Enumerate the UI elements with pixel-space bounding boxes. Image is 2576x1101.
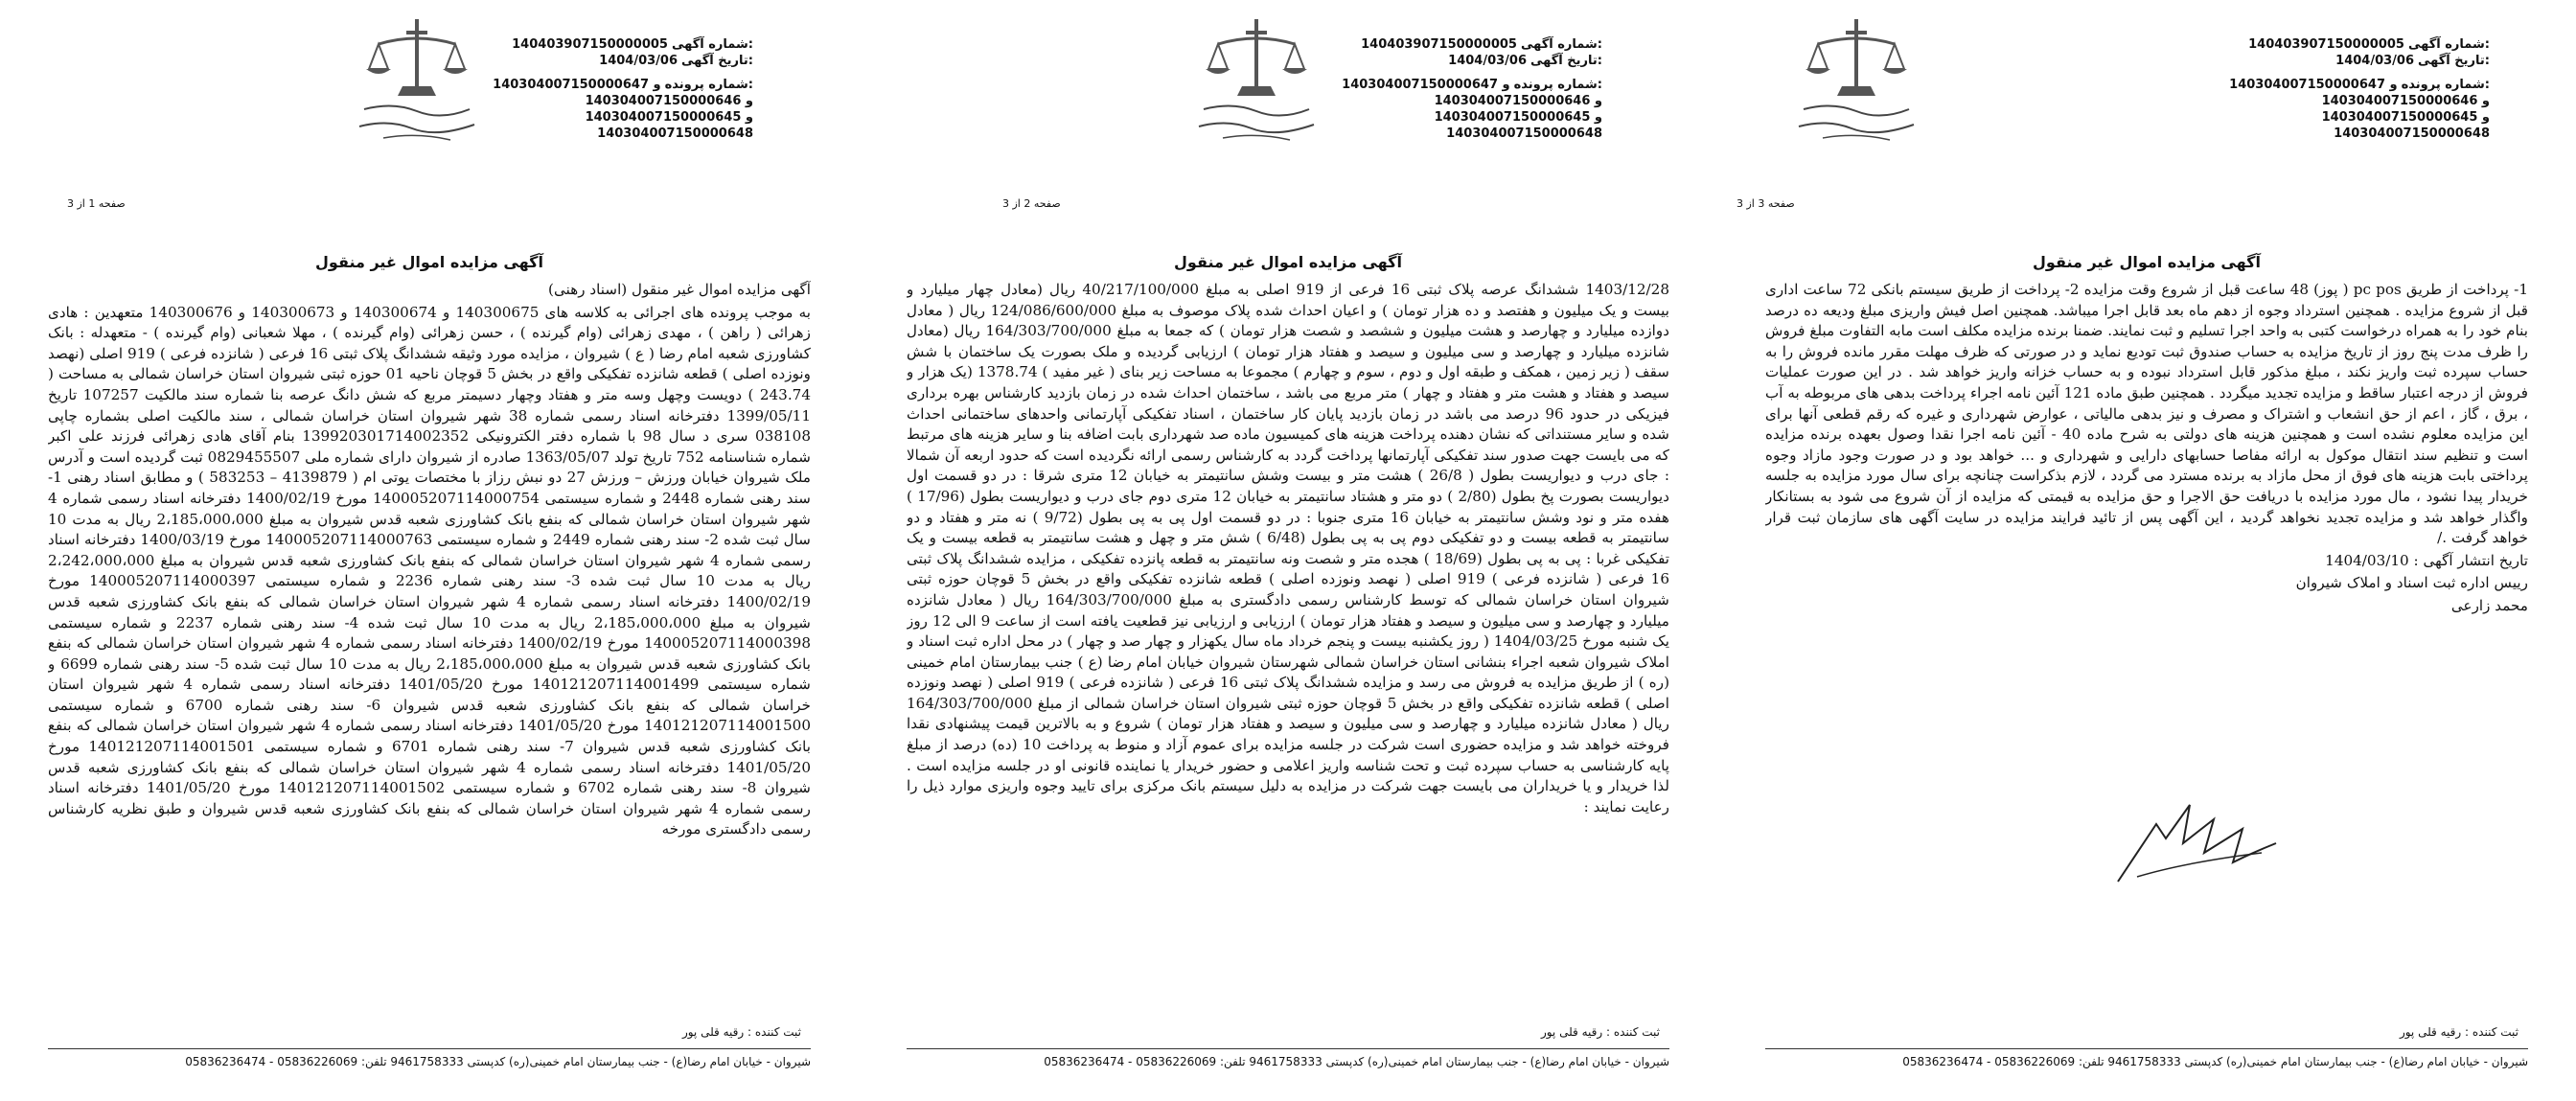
file-number: 140304007150000648 bbox=[2334, 126, 2490, 141]
ad-date: 1404/03/06 bbox=[2335, 54, 2415, 68]
registrar-name: رقیه قلی پور bbox=[681, 1025, 745, 1039]
registrar-label: ثبت کننده : bbox=[748, 1025, 801, 1039]
file-number: 140304007150000645 و bbox=[2321, 110, 2490, 125]
registrar-name: رقیه قلی پور bbox=[2399, 1025, 2462, 1039]
page-1 bbox=[1717, 0, 2576, 1101]
header-info bbox=[2229, 36, 2490, 142]
page-number: صفحه 3 از 3 bbox=[1736, 197, 1795, 210]
registrar bbox=[682, 1025, 801, 1039]
page-number: صفحه 2 از 3 bbox=[1002, 197, 1061, 210]
ad-number: 140403907150000005 bbox=[2248, 37, 2404, 52]
file-number-label: شماره پرونده: bbox=[664, 78, 753, 92]
ad-body bbox=[907, 280, 1669, 951]
ad-date-label: تاریخ آگهی: bbox=[681, 54, 753, 68]
signatory-title: رییس اداره ثبت اسناد و املاک شیروان bbox=[2295, 574, 2528, 592]
file-number-label: شماره پرونده: bbox=[2401, 78, 2490, 92]
paragraph: به موجب پرونده های اجرائی به کلاسه های 140300675 و 140300674 و 140300673 و 140300676 متعهدین : هادی زهرائی ( راهن ) ، مهدی زهرائی (وام گیرنده ) ، حسن زهرائی (وام گیرنده ) ، مهلا شعبانی (وام گیرنده ) - متعهدله : بانک کشاورزی شعبه امام رضا ( ع ) شیروان ، مزایده مورد وثیقه ششدانگ پلاک ثبتی 16 فرعی ( شانزده فرعی ) 919 اصلی (نهصد ونوزده اصلی ) قطعه شانزده تفکیکی واقع در بخش 5 قوچان ناحیه 01 حوزه ثبتی شیروان استان خراسان شمالی به مساحت ( 243.74 ) دویست وچهل وسه متر و هفتاد وچهار دسیمتر مربع که شش دانگ عرصه بنا شماره سند مالکیت 107257 تاریخ 1399/05/11 دفترخانه اسناد رسمی شماره 38 شهر شیروان استان خراسان شمالی ، سند مالکیت اصلی بشماره چاپی 038108 سری د سال 98 با شماره دفتر الکترونیکی 139920301714002352 بنام آقای هادی زهرائی فرزند علی اکبر شماره شناسنامه 752 تاریخ تولد 1363/05/07 صادره از شیروان دارای شماره ملی 0829455507 ثبت گردیده است و آدرس ملک شیروان خیابان ورزش – ورزش 27 دو نبش رزاز با مختصات یوتی ام ( 4139879 – 583253 ) و مطابق اسناد رهنی 1- سند رهنی شماره 2448 و شماره سیستمی 140005207114000754 مورخ 1400/02/19 دفترخانه اسناد رسمی شماره 4 شهر شیروان استان خراسان شمالی که بنفع بانک کشاورزی شعبه قدس شیروان به مبلغ 2،185،000،000 ریال به مدت 10 سال ثبت شده 2- سند رهنی شماره 2449 و شماره سیستمی 140005207114000763 مورخ 1400/03/19 دفترخانه اسناد رسمی شماره 4 شهر شیروان استان خراسان شمالی که بنفع بانک کشاورزی شعبه قدس شیروان به مبلغ 2،242،000،000 ریال به مدت 10 سال ثبت شده 3- سند رهنی شماره 2236 و شماره سیستمی 140005207114000397 مورخ 1400/02/19 دفترخانه اسناد رسمی شماره 4 شهر شیروان استان خراسان شمالی که بنفع بانک کشاورزی شعبه قدس شیروان به مبلغ 2،185،000،000 ریال به مدت 10 سال ثبت شده 4- سند رهنی شماره 2237 و شماره سیستمی 140005207114000398 مورخ 1400/02/19 دفترخانه اسناد رسمی شماره 4 شهر شیروان استان خراسان شمالی که بنفع بانک کشاورزی شعبه قدس شیروان به مبلغ 2،185،000،000 ریال به مدت 10 سال ثبت شده 5- سند رهنی شماره 6699 و شماره سیستمی 140121207114001499 مورخ 1401/05/20 دفترخانه اسناد رسمی شماره 4 شهر شیروان استان خراسان شمالی که بنفع بانک کشاورزی شعبه قدس شیروان 6- سند رهنی شماره 6700 و شماره سیستمی 140121207114001500 مورخ 1401/05/20 دفترخانه اسناد رسمی شماره 4 شهر شیروان استان خراسان شمالی که بنفع بانک کشاورزی شعبه قدس شیروان 7- سند رهنی شماره 6701 و شماره سیستمی 140121207114001501 مورخ 1401/05/20 دفترخانه اسناد رسمی شماره 4 شهر شیروان استان خراسان شمالی که بنفع بانک کشاورزی شعبه قدس شیروان 8- سند رهنی شماره 6702 و شماره سیستمی 140121207114001502 مورخ 1401/05/20 دفترخانه اسناد رسمی شماره 4 شهر شیروان استان خراسان شمالی که بنفع بانک کشاورزی شعبه قدس شیروان و طبق نظریه کارشناس رسمی دادگستری مورخه bbox=[48, 303, 811, 838]
paragraph: آگهی مزایده اموال غیر منقول (اسناد رهنی) bbox=[548, 281, 811, 298]
file-number: 140304007150000646 و bbox=[1434, 94, 1602, 108]
signature-icon bbox=[2099, 786, 2290, 901]
signatory-name: محمد زارعی bbox=[2450, 596, 2528, 614]
ad-number-label: شماره آگهی: bbox=[2407, 37, 2490, 52]
ad-date: 1404/03/06 bbox=[599, 54, 678, 68]
judiciary-emblem-icon bbox=[1784, 13, 1928, 148]
page-title: آگهی مزایده اموال غیر منقول bbox=[2033, 253, 2261, 271]
header-info bbox=[1342, 36, 1602, 142]
ad-date-label: تاریخ آگهی: bbox=[2418, 54, 2490, 68]
registrar-label: ثبت کننده : bbox=[2465, 1025, 2518, 1039]
footer-address: شیروان - خیابان امام رضا(ع) - جنب بیمارستان امام خمینی(ره) کدپستی 9461758333 تلفن: 05836226069 - 05836236474 bbox=[48, 1048, 811, 1068]
page-number: صفحه 1 از 3 bbox=[67, 197, 126, 210]
header-info bbox=[493, 36, 753, 142]
judiciary-emblem-icon bbox=[345, 13, 489, 148]
page-2 bbox=[859, 0, 1717, 1101]
file-number-label: شماره پرونده: bbox=[1513, 78, 1602, 92]
ad-number-label: شماره آگهی: bbox=[671, 37, 753, 52]
footer-address: شیروان - خیابان امام رضا(ع) - جنب بیمارستان امام خمینی(ره) کدپستی 9461758333 تلفن: 05836226069 - 05836236474 bbox=[1765, 1048, 2528, 1068]
publish-date: تاریخ انتشار آگهی : 1404/03/10 bbox=[2325, 551, 2528, 569]
ad-number: 140403907150000005 bbox=[1361, 37, 1517, 52]
file-number: 140304007150000645 و bbox=[1434, 110, 1602, 125]
page-title: آگهی مزایده اموال غیر منقول bbox=[315, 253, 543, 271]
file-number: 140304007150000648 bbox=[597, 126, 753, 141]
ad-date-label: تاریخ آگهی: bbox=[1530, 54, 1602, 68]
ad-number-label: شماره آگهی: bbox=[1520, 37, 1602, 52]
page-3 bbox=[0, 0, 859, 1101]
file-number: 140304007150000645 و bbox=[585, 110, 753, 125]
registrar bbox=[1541, 1025, 1660, 1039]
paragraph: 1- پرداخت از طریق pc pos ( پوز) 48 ساعت قبل از شروع وقت مزایده 2- پرداخت از طریق سیستم بانکی 72 ساعت اداری قبل از شروع مزایده . همچنین استرداد وجوه از دهم ماه بعد قابل اجرا میباشد. همچنین اصل فیش واریزی مبلغ ودیعه ده درصد بنام خود را به همراه درخواست کتبی به واحد اجرا تسلیم و ثبت نمایند. ضمنا برنده مزایده مکلف است مابه التفاوت مبلغ فروش را ظرف مدت پنج روز از تاریخ مزایده به حساب صندوق ثبت تودیع نماید و در صورتی که ظرف مهلت مقرر مانده فروش را به حساب سپرده ثبت واریز نکند ، مبلغ مذکور قابل استرداد نبوده و به حساب خزانه واریز خواهد شد . در این صورت عملیات فروش از درجه اعتبار ساقط و مزایده تجدید میگردد . همچنین طبق ماده 121 آئین نامه اجراء پرداخت بدهی های مربوطه به آب ، برق ، گاز ، اعم از حق انشعاب و اشتراک و مصرف و نیز بدهی مالیاتی ، عوارض شهرداری و غیره که رقم قطعی آنها برای این مزایده معلوم نشده است و همچنین هزینه های دولتی به شرح ماده 40 - آئین نامه اجرا نقدا وصول بعهده برنده مزایده است و تنظیم سند انتقال موکول به ارائه مفاصا حسابهای دارایی و شهرداری و ... خواهد بود و در صورت وجود مازاد وجوه پرداختی بابت هزینه های فوق از محل مازاد به برنده مسترد می گردد ، لازم بذکراست چنانچه برای سال مورد مزایده به جلسه خریدار پیدا نشود ، مال مورد مزایده با دریافت حق الاجرا و حق مزایده به قیمتی که مزایده از آن شروع می شود به بستانکار واگذار خواهد شد و مزایده تجدید نخواهد گردید ، این آگهی پس از تائید فرایند مزایده در سایت آگهی های سازمان ثبت قرار خواهد گرفت ./ bbox=[1765, 281, 2528, 547]
registrar bbox=[2400, 1025, 2518, 1039]
file-number: 140304007150000646 و bbox=[2321, 94, 2490, 108]
file-number: 140304007150000647 و bbox=[2229, 78, 2398, 92]
registrar-name: رقیه قلی پور bbox=[1540, 1025, 1603, 1039]
judiciary-emblem-icon bbox=[1184, 13, 1328, 148]
page-title: آگهی مزایده اموال غیر منقول bbox=[1174, 253, 1402, 271]
file-number: 140304007150000647 و bbox=[493, 78, 661, 92]
file-number: 140304007150000647 و bbox=[1342, 78, 1510, 92]
file-number: 140304007150000646 و bbox=[585, 94, 753, 108]
paragraph: 1403/12/28 ششدانگ عرصه پلاک ثبتی 16 فرعی از 919 اصلی به مبلغ 40/217/100/000 ریال (معادل چهار میلیارد و بیست و یک میلیون و هفتصد و ده هزار تومان ) و اعیان احداث شده پلاک موصوف به مبلغ 124/086/600/000 ریال ( معادل دوازده میلیارد و چهارصد و هشت میلیون و ششصد و شصت هزار تومان ) که جمعا به مبلغ 164/303/700/000 ریال (معادل شانزده میلیارد و چهارصد و سی میلیون و سیصد و هفتاد هزار تومان ) ارزیابی گردیده و ملک بصورت یک ساختمان با شش سقف ( زیر زمین ، همکف و طبقه اول و دوم ، سوم و چهارم ) مجموعا به مساحت زیر بنای ( غیر مفید ) 1378.74 (یک هزار و سیصد و هفتاد و هشت متر و هفتاد و چهار ) متر مربع می باشد ، ساختمان احداث شده در زمان بازدید کارشناس بهره برداری فیزیکی در حدود 96 درصد می باشد در زمان بازدید پایان کار ساختمان ، اسناد تفکیکی آپارتمانی واحدهای ساختمانی احداث شده و سایر مستنداتی که نشان دهنده پرداخت هزینه های کمیسیون ماده صد شهرداری بابت اضافه بنا و سایر هزینه های مرتبط که می بایست جهت صدور سند تفکیکی آپارتمانها پرداخت گردد به کارشناس رسمی ارائه نگردیده است که حدود اربعه آن شمالا : جای درب و دیواریست بطول ( 26/8 ) هشت متر و بیست وشش سانتیمتر به خیابان 12 متری شرقا : در دو قسمت اول دیواریست بصورت پخ بطول (2/80 ) دو متر و هشتاد سانتیمتر به خیابان 12 متری دوم جای درب و دیواریست بطول (17/96 ) هفده متر و نود وشش سانتیمتر به خیابان 16 متری جنوبا : در دو قسمت اول پی به پی بطول (9/72 ) نه متر و هفتاد و دو سانتیمتر به قطعه بیست و دو تفکیکی دوم پی به پی بطول (6/48 ) شش متر و چهل و هشت سانتیمتر به قطعه بیست و یک تفکیکی غربا : پی به پی بطول (18/69 ) هجده متر و شصت ونه سانتیمتر به قطعه پانزده تفکیکی ، مزایده ششدانگ پلاک ثبتی 16 فرعی ( شانزده فرعی ) 919 اصلی ( نهصد ونوزده اصلی ) قطعه شانزده تفکیکی واقع در بخش 5 قوچان حوزه ثبتی شیروان استان خراسان شمالی که توسط کارشناس رسمی دادگستری به مبلغ 164/303/700/000 ریال ( معادل شانزده میلیارد و چهارصد و سی میلیون و سیصد و هفتاد هزار تومان ) ارزیابی و ارزیابی نیز قطعیت یافته است از ساعت 9 الی 12 روز یک شنبه مورخ 1404/03/25 ( روز یکشنبه بیست و پنجم خرداد ماه سال یکهزار و چهار صد و چهار ) در محل اداره ثبت اسناد و املاک شیروان شعبه اجراء بنشانی استان خراسان شمالی شهرستان شیروان خیابان امام رضا (ع ) جنب بیمارستان امام خمینی (ره ) از طریق مزایده به فروش می رسد و مزایده ششدانگ پلاک ثبتی 16 فرعی ( شانزده فرعی ) 919 اصلی ( نهصد ونوزده اصلی ) قطعه شانزده تفکیکی واقع در بخش 5 قوچان حوزه ثبتی شیروان استان خراسان شمالی از مبلغ 164/303/700/000 ریال ( معادل شانزده میلیارد و چهارصد و سی میلیون و سیصد و هفتاد هزار تومان ) شروع و به بالاترین قیمت پیشنهادی نقدا فروخته خواهد شد و مزایده حضوری است شرکت در جلسه مزایده برای عموم آزاد و منوط به پرداخت 10 (ده) درصد از مبلغ پایه کارشناسی به حساب سپرده ثبت و تحت شناسه واریز اعلامی و حضور خریدار یا نماینده قانونی او در جلسه مزایده است . لذا خریدار و یا خریداران می بایست جهت شرکت در مزایده به دلیل سیستم بانک مرکزی برای تایید وجوه واریزی موارد ذیل را رعایت نمایند : bbox=[907, 281, 1669, 815]
file-number: 140304007150000648 bbox=[1446, 126, 1602, 141]
ad-date: 1404/03/06 bbox=[1448, 54, 1528, 68]
footer-address: شیروان - خیابان امام رضا(ع) - جنب بیمارستان امام خمینی(ره) کدپستی 9461758333 تلفن: 05836226069 - 05836236474 bbox=[907, 1048, 1669, 1068]
ad-number: 140403907150000005 bbox=[512, 37, 668, 52]
ad-body bbox=[48, 280, 811, 951]
registrar-label: ثبت کننده : bbox=[1606, 1025, 1660, 1039]
